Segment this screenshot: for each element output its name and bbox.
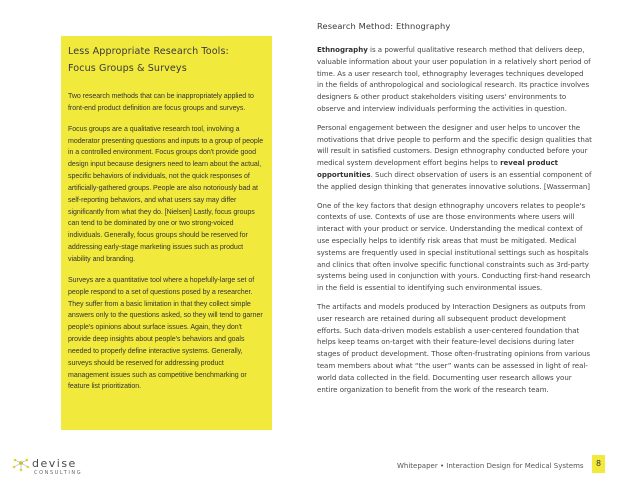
sidebar-title-line-1: Less Appropriate Research Tools: — [68, 46, 229, 57]
footer-document-title: Whitepaper • Interaction Design for Medical Systems — [397, 462, 584, 470]
sidebar-title-line-2: Focus Groups & Surveys — [68, 63, 187, 74]
ethnography-term: Ethnography — [317, 45, 368, 54]
paragraph-engagement-text-2: . Such direct observation of users is an essential component of the applied design thinking that generates innovative solutions. [Wasserman] — [317, 169, 592, 191]
paragraph-ethnography-intro-text: is a powerful qualitative research method that delivers deep, valuable information about your user population in a relatively short period of time. As a user research tool, ethnography leverages techniques developed in the fields of anthropological and sociological research. Its practice involves designers & other product stakeholders visiting users' environments to observe and interview individuals performing the activities in question. — [317, 45, 591, 113]
main-column — [317, 21, 592, 402]
sidebar-title — [68, 43, 266, 77]
sidebar-paragraph-surveys: Surveys are a quantitative tool where a hopefully-large set of people respond to a set of questions posed by a researcher. They suffer from a basic limitation in that they collect simple answers only to the questions asked, so they will tend to garner people's opinions about surface issues. Again, they don't provide deep insights about people's behaviors and goals needed to properly define interactive systems. Generally, surveys should be reserved for addressing product management issues such as competitive benchmarking or feature list prioritization. — [68, 276, 263, 391]
paragraph-context-of-use: One of the key factors that design ethnography uncovers relates to people's contexts of use. Contexts of use are those environments where users will interact with your product or service. Understanding the medical context of use especially helps to identify risk areas that must be mitigated. Medical systems are frequently used in special institutional settings such as hospitals and clinics that often involve specific functional constraints such as 3rd-party systems being used in conjunction with yours. Conducting first-hand research in the field is essential to identifying such environmental issues. — [317, 200, 591, 293]
paragraph-engagement — [317, 122, 592, 193]
devise-consulting-logo — [8, 453, 88, 483]
product-opportunities-emphasis: reveal product opportunities — [317, 158, 559, 179]
paragraph-ethnography-intro — [317, 44, 592, 115]
logo-mark-icon — [10, 455, 32, 481]
sidebar-callout-box — [61, 36, 272, 430]
paragraph-engagement-text-1: Personal engagement between the designer and user helps to uncover the motivations that drive people to perform and the specific design qualities that will result in satisfied customers. Design ethnography conducted before your medical system development effort begins helps to — [317, 122, 592, 168]
paragraph-artifacts: The artifacts and models produced by Interaction Designers as outputs from user research are retained during all subsequent product development efforts. Such data-driven models establish a user-centered foundation that helps keep teams on-target with their feature-level decisions during later stages of product development. Those often-frustrating opinions from various team members about what “the user” wants can be assessed in light of real-world data collected in the field. Documenting user research allows your entire organization to benefit from the work of the research team. — [317, 301, 591, 394]
logo-wordmark: devise — [32, 457, 77, 470]
page-number: 8 — [592, 455, 605, 473]
section-heading: Research Method: Ethnography — [317, 21, 451, 31]
sidebar-paragraph-intro: Two research methods that can be inappropriately applied to front-end product definition are focus groups and surveys. — [68, 93, 254, 112]
logo-subtitle: CONSULTING — [34, 470, 83, 476]
sidebar-paragraph-focus-groups: Focus groups are a qualitative research tool, involving a moderator presenting questions and inputs to a group of people in a controlled environment. Focus groups don't provide good design input because designers need to learn about the actual, specific behaviors of individuals, not the quick responses of artificially-gathered groups. People are also notoriously bad at self-reporting behaviors, and what users say may differ significantly from what they do. [Nielsen] Lastly, focus groups can tend to be dominated by one or two strong-voiced individuals. Generally, focus groups should be reserved for addressing early-stage marketing issues such as product viability and branding. — [68, 125, 264, 263]
